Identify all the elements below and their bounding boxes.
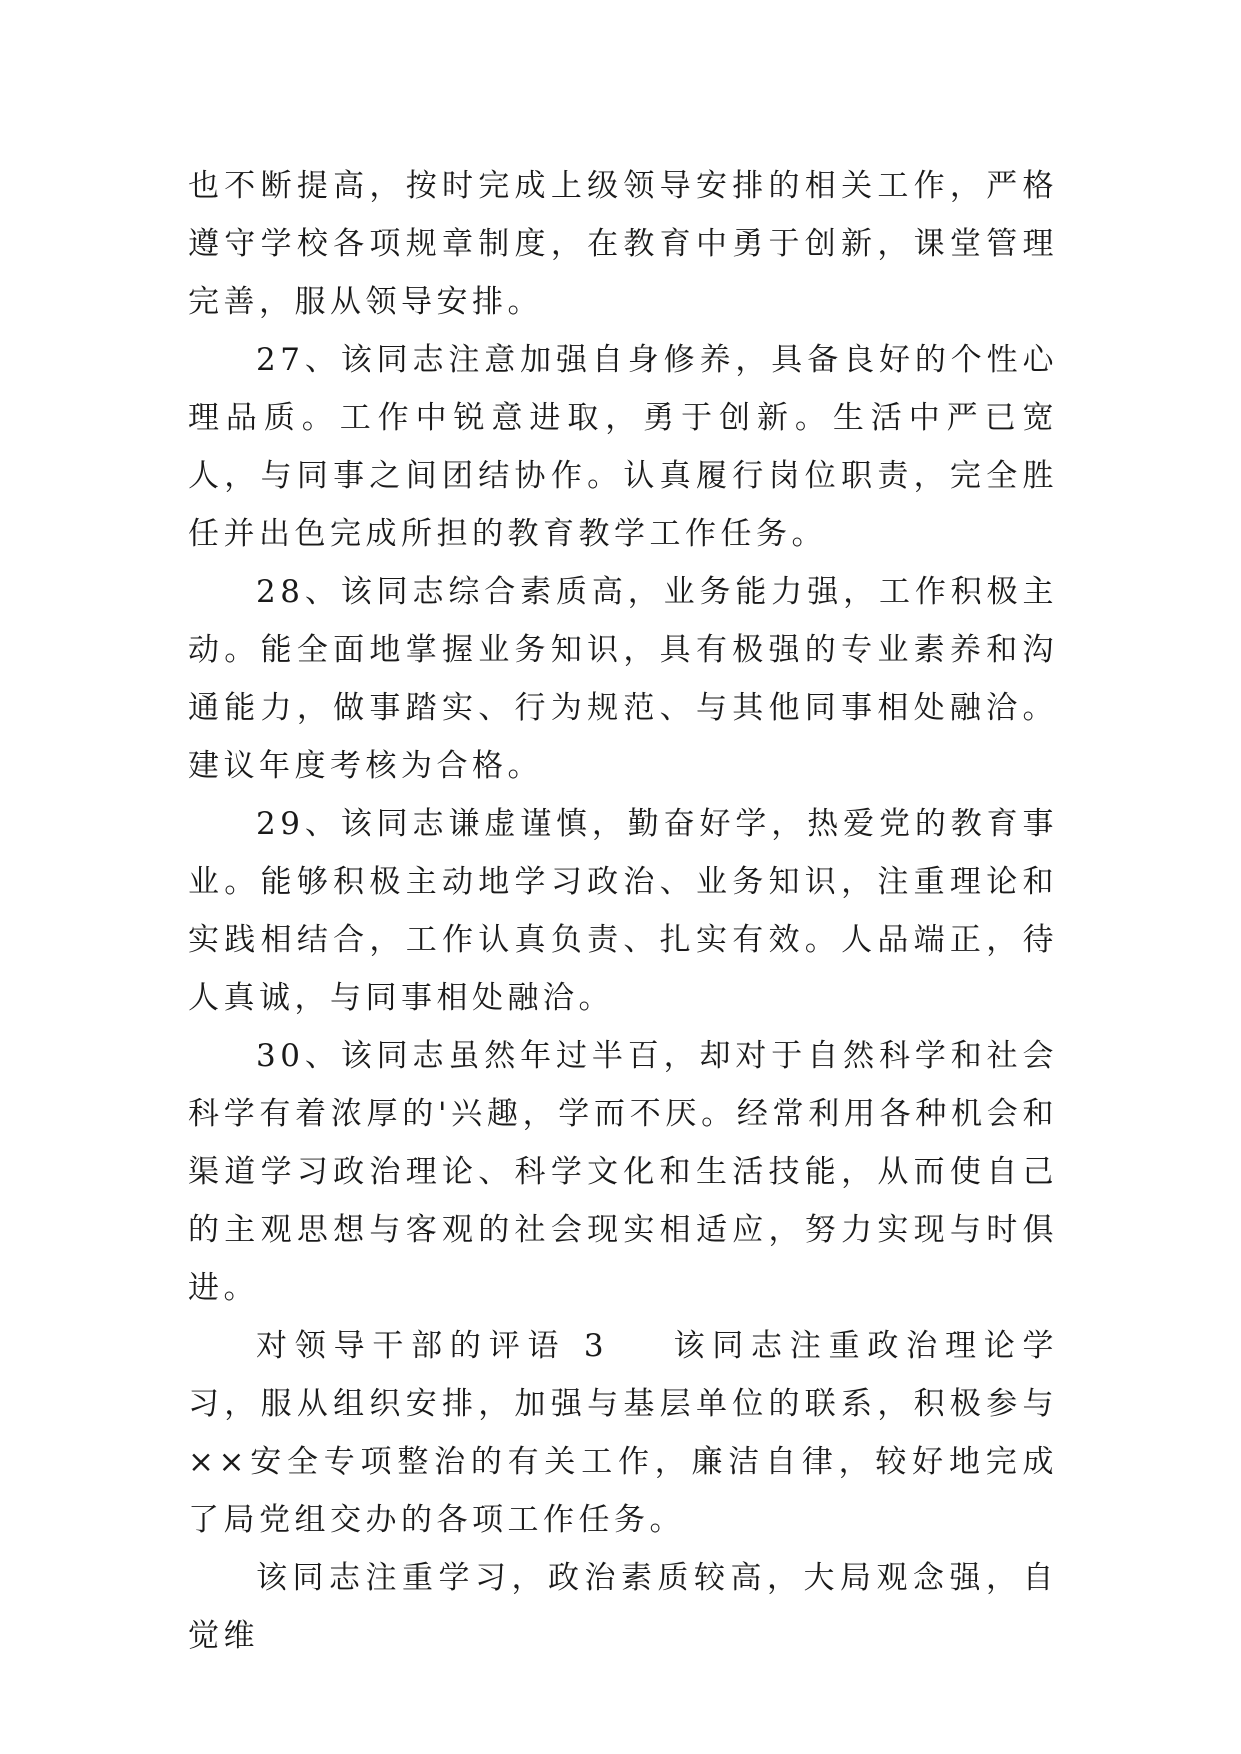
section-heading: 对领导干部的评语 3: [256, 1328, 609, 1364]
paragraph-27: 27、该同志注意加强自身修养，具备良好的个性心理品质。工作中锐意进取，勇于创新。生活中严已宽人，与同事之间团结协作。认真履行岗位职责，完全胜任并出色完成所担的教育教学工作任务。: [188, 342, 1058, 552]
paragraph-28: 28、该同志综合素质高，业务能力强，工作积极主动。能全面地掌握业务知识，具有极强的专业素养和沟通能力，做事踏实、行为规范、与其他同事相处融洽。建议年度考核为合格。: [188, 574, 1058, 784]
paragraph-29: 29、该同志谦虚谨慎，勤奋好学，热爱党的教育事业。能够积极主动地学习政治、业务知识，注重理论和实践相结合，工作认真负责、扎实有效。人品端正，待人真诚，与同事相处融洽。: [188, 806, 1058, 1016]
section-paragraph: [188, 1317, 1058, 1549]
paragraph-continuation: 也不断提高，按时完成上级领导安排的相关工作，严格遵守学校各项规章制度，在教育中勇于创新，课堂管理完善，服从领导安排。: [188, 168, 1058, 320]
paragraph-last: 该同志注重学习，政治素质较高，大局观念强，自觉维: [188, 1560, 1058, 1654]
section-body: 该同志注重政治理论学习，服从组织安排，加强与基层单位的联系，积极参与××安全专项整治的有关工作，廉洁自律，较好地完成了局党组交办的各项工作任务。: [188, 1328, 1059, 1538]
paragraph-30: 30、该同志虽然年过半百，却对于自然科学和社会科学有着浓厚的'兴趣，学而不厌。经常利用各种机会和渠道学习政治理论、科学文化和生活技能，从而使自己的主观思想与客观的社会现实相适应，努力实现与时俱进。: [188, 1038, 1058, 1306]
document-body: [188, 157, 1058, 1665]
